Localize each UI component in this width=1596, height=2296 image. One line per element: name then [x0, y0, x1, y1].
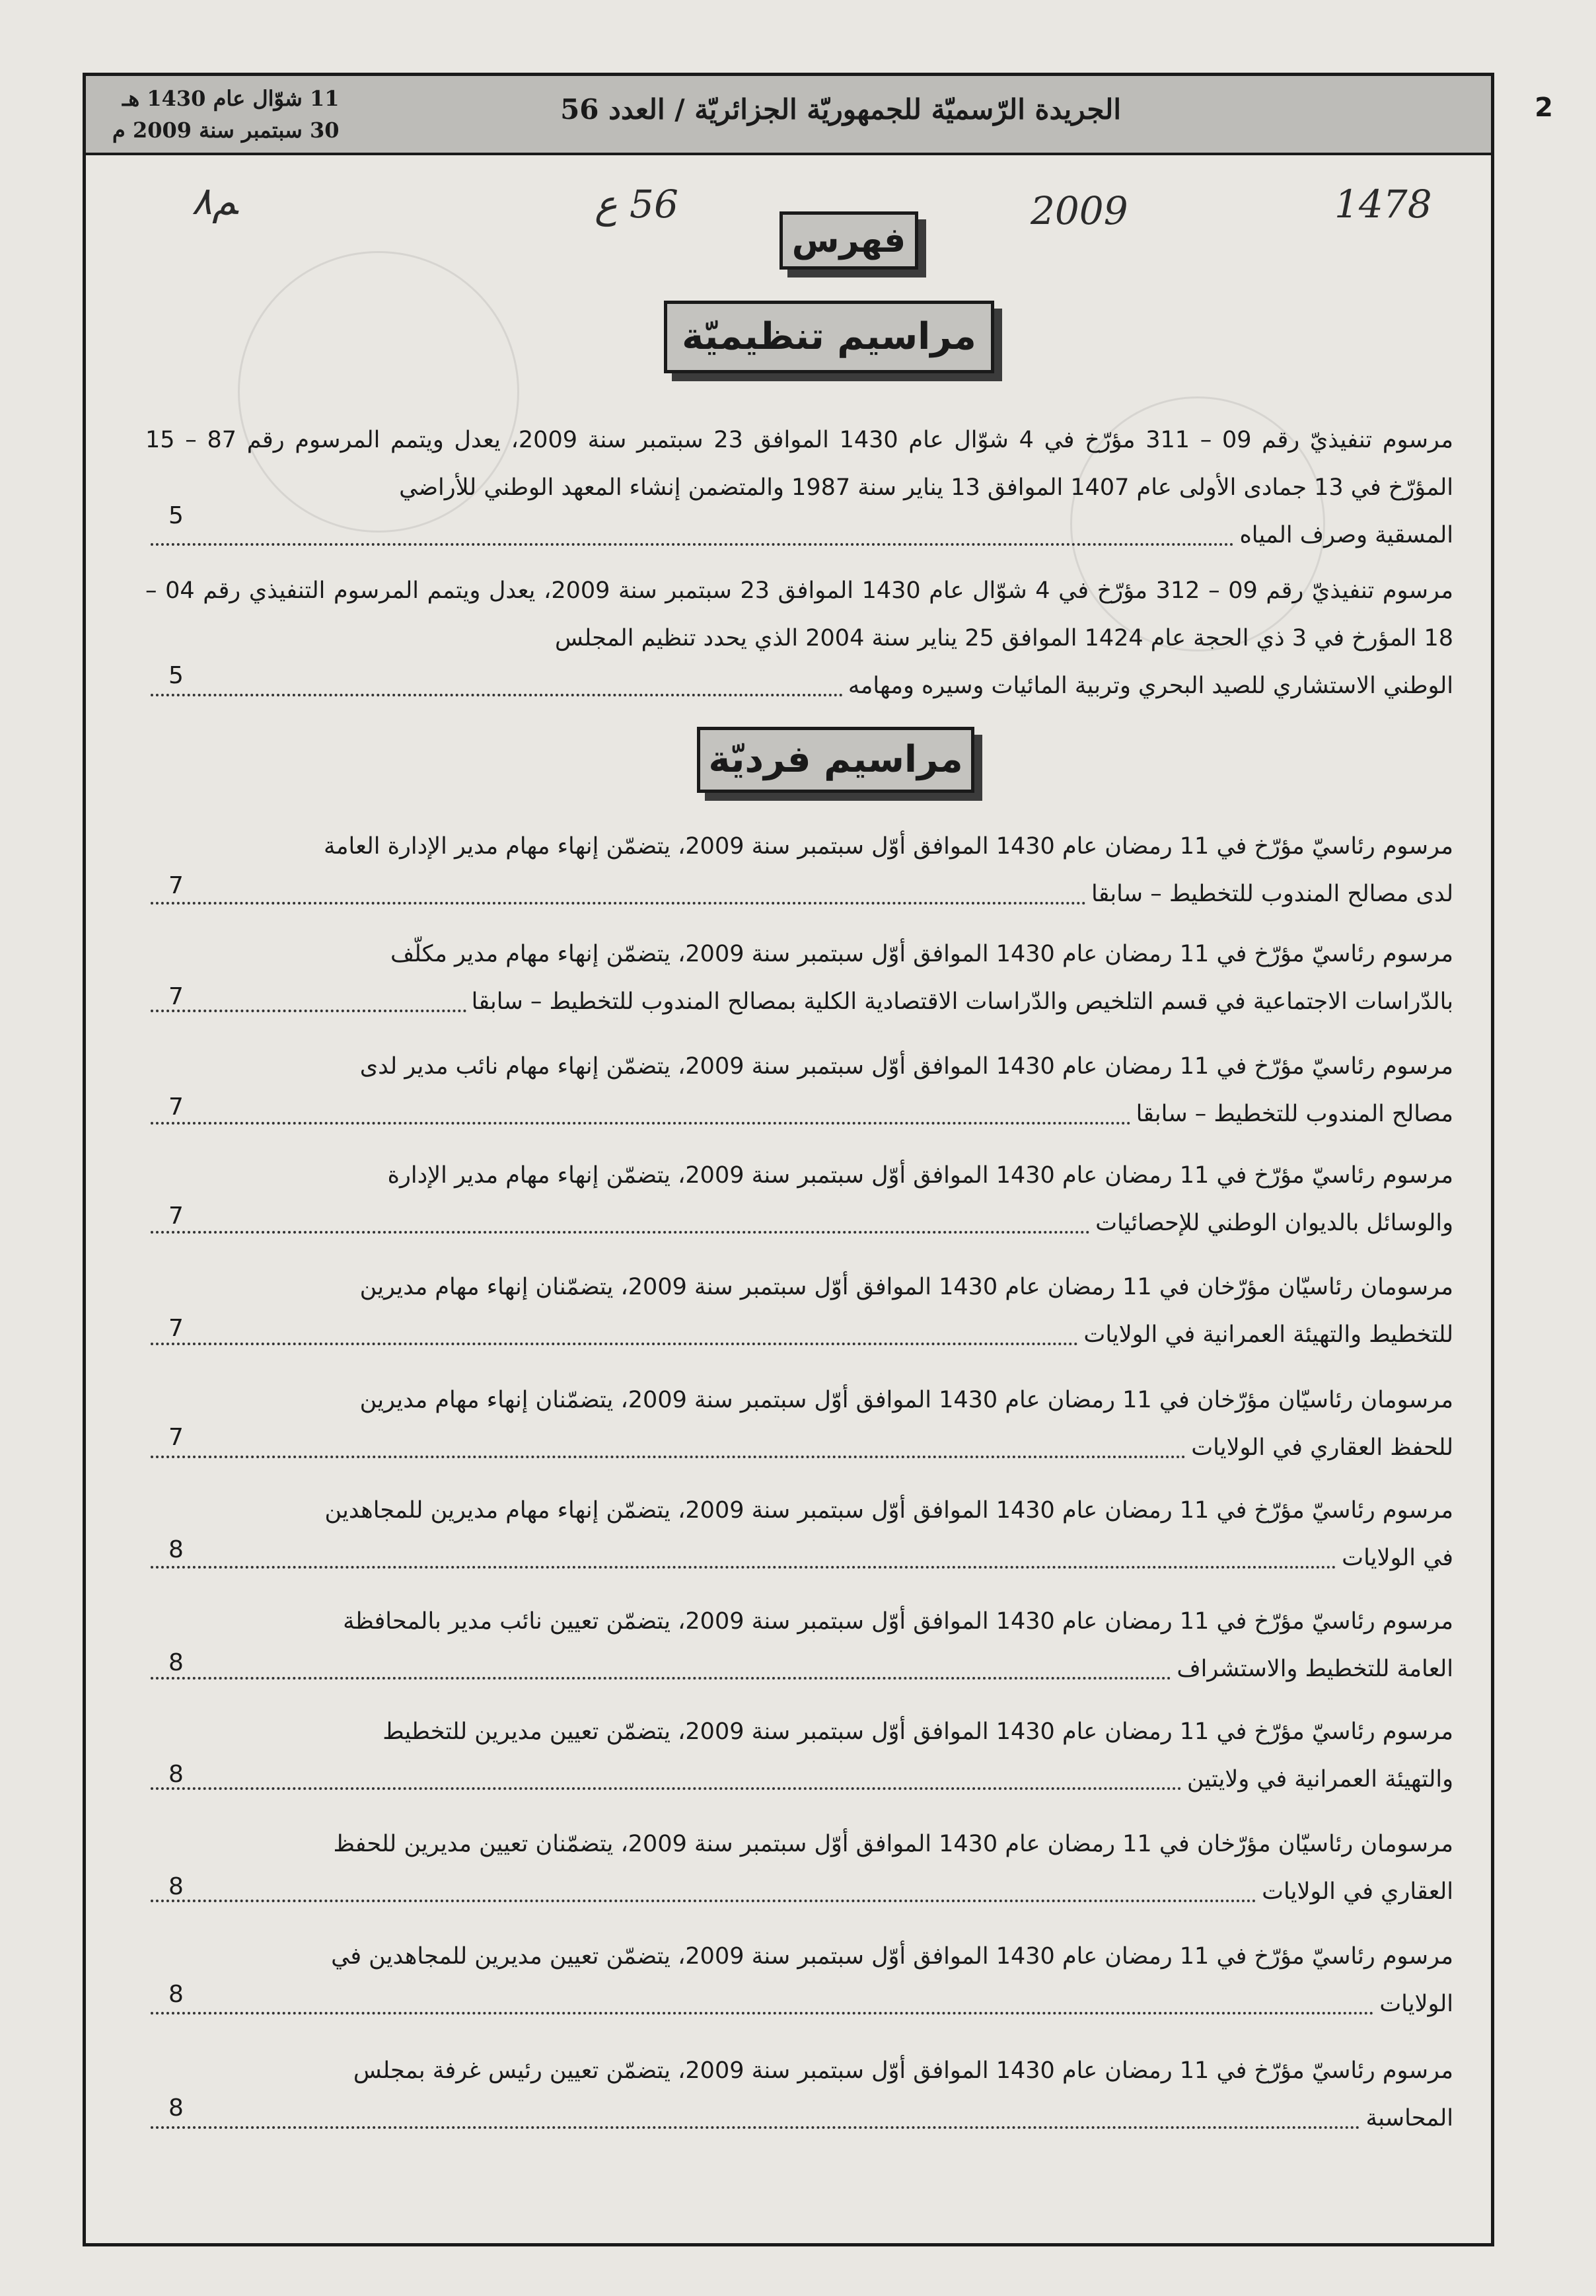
toc-entry[interactable] [145, 823, 1453, 918]
entry-tail: العقاري في الولايات [1262, 1878, 1453, 1905]
entry-page-number: 7 [168, 872, 184, 899]
leader-dots [151, 1009, 466, 1012]
toc-entry[interactable] [145, 1376, 1453, 1471]
regulatory-title-box [664, 301, 994, 373]
toc-entry[interactable] [145, 1263, 1453, 1358]
handwritten-issue: 56 ع [595, 182, 678, 227]
entry-tail: بالدّراسات الاجتماعية في قسم التلخيص والدّراسات الاقتصادية الكلية بمصالح المندوب للتخطيط – سابقا [471, 988, 1453, 1015]
toc-entry[interactable] [145, 1152, 1453, 1247]
entry-text: مرسوم رئاسيّ مؤرّخ في 11 رمضان عام 1430 الموافق أوّل سبتمبر سنة 2009، يتضمّن تعيين نائب مدير بالمحافظة [343, 1608, 1453, 1635]
leader-dots [151, 1230, 1090, 1234]
toc-entry[interactable] [145, 2047, 1453, 2142]
leader-dots [151, 542, 1234, 546]
entry-tail: مصالح المندوب للتخطيط – سابقا [1136, 1101, 1453, 1127]
entry-text: مرسوم رئاسيّ مؤرّخ في 11 رمضان عام 1430 الموافق أوّل سبتمبر سنة 2009، يتضمّن إنهاء مهام مدير الإدارة [387, 1162, 1453, 1189]
entry-text: مرسوم رئاسيّ مؤرّخ في 11 رمضان عام 1430 الموافق أوّل سبتمبر سنة 2009، يتضمّن تعيين مديرين للتخطيط [382, 1719, 1453, 1745]
entry-page-number: 8 [168, 1873, 184, 1900]
entry-page-number: 7 [168, 1093, 184, 1121]
index-title-box [780, 211, 918, 270]
journal-title: الجريدة الرّسميّة للجمهوريّة الجزائريّة / العدد 56 [560, 93, 1121, 126]
leader-dots [151, 2011, 1374, 2015]
entry-text: مرسوم رئاسيّ مؤرّخ في 11 رمضان عام 1430 الموافق أوّل سبتمبر سنة 2009، يتضمّن تعيين رئيس غرفة بمجلس [353, 2057, 1453, 2084]
entry-page-number: 8 [168, 1981, 184, 2008]
handwritten-left-mark: ﻢ۸ [192, 178, 238, 223]
individual-title-box [697, 727, 974, 793]
entry-text: مرسوم تنفيذيّ رقم 09 – 311 مؤرّخ في 4 شوّال عام 1430 الموافق 23 سبتمبر سنة 2009، يعدل ويتمم المرسوم رقم 87 – 15 المؤرّخ في 13 جمادى الأولى عام 1407 الموافق 13 يناير سنة 1987 والمتضمن إنشاء المعهد الوطني للأراضي [145, 427, 1453, 501]
toc-entry[interactable] [145, 1598, 1453, 1693]
leader-dots [151, 901, 1086, 905]
entry-tail: الولايات [1379, 1991, 1453, 2017]
leader-dots [151, 1787, 1182, 1790]
entry-page-number: 7 [168, 1315, 184, 1342]
toc-entry[interactable] [145, 1933, 1453, 2028]
entry-page-number: 8 [168, 1649, 184, 1676]
entry-page-number: 8 [168, 1536, 184, 1563]
entry-page-number: 7 [168, 983, 184, 1010]
header-bar [86, 76, 1491, 155]
entry-tail: والتهيئة العمرانية في ولايتين [1186, 1766, 1453, 1793]
entry-tail: المحاسبة [1365, 2105, 1453, 2131]
leader-dots [151, 1899, 1256, 1902]
handwritten-year: 2009 [1031, 188, 1128, 233]
entry-tail: الوطني الاستشاري للصيد البحري وتربية المائيات وسيره ومهامه [848, 673, 1453, 699]
leader-dots [151, 1455, 1186, 1458]
entry-page-number: 7 [168, 1203, 184, 1230]
header-date [112, 83, 340, 146]
toc-entry[interactable] [145, 930, 1453, 1025]
toc-entry[interactable] [145, 1043, 1453, 1138]
leader-dots [151, 1565, 1336, 1569]
handwritten-code: 1478 [1334, 182, 1432, 227]
individual-title: مراسيم فرديّة [708, 738, 963, 781]
entry-text: مرسوم رئاسيّ مؤرّخ في 11 رمضان عام 1430 الموافق أوّل سبتمبر سنة 2009، يتضمّن إنهاء مهام مديرين للمجاهدين [324, 1497, 1453, 1524]
entry-text: مرسومان رئاسيّان مؤرّخان في 11 رمضان عام 1430 الموافق أوّل سبتمبر سنة 2009، يتضمّنان إنهاء مهام مديرين [359, 1387, 1453, 1413]
entry-tail: لدى مصالح المندوب للتخطيط – سابقا [1091, 881, 1453, 907]
toc-entry[interactable] [145, 1820, 1453, 1915]
leader-dots [151, 1342, 1078, 1345]
regulatory-title: مراسيم تنظيميّة [682, 315, 976, 358]
page-number: 2 [1535, 93, 1553, 123]
entry-page-number: 5 [168, 502, 184, 529]
entry-tail: للتخطيط والتهيئة العمرانية في الولايات [1083, 1321, 1453, 1348]
entry-page-number: 8 [168, 2094, 184, 2122]
leader-dots [151, 1676, 1171, 1680]
entry-page-number: 7 [168, 1424, 184, 1451]
leader-dots [151, 1121, 1131, 1125]
entry-text: مرسوم تنفيذيّ رقم 09 – 312 مؤرّخ في 4 شوّال عام 1430 الموافق 23 سبتمبر سنة 2009، يعدل ويتمم المرسوم التنفيذي رقم 04 – 18 المؤرخ في 3 ذي الحجة عام 1424 الموافق 25 يناير سنة 2004 الذي يحدد تنظيم المجلس [145, 577, 1453, 651]
entry-tail: للحفظ العقاري في الولايات [1191, 1434, 1453, 1461]
entry-tail: في الولايات [1342, 1545, 1453, 1571]
entry-tail: والوسائل بالديوان الوطني للإحصائيات [1095, 1210, 1453, 1236]
gregorian-date: 30 سبتمبر سنة 2009 م [112, 118, 340, 143]
hijri-date: 11 شوّال عام 1430 هـ [122, 86, 340, 111]
toc-entry[interactable] [145, 1708, 1453, 1803]
entry-text: مرسوم رئاسيّ مؤرّخ في 11 رمضان عام 1430 الموافق أوّل سبتمبر سنة 2009، يتضمّن إنهاء مهام مدير مكلّف [390, 941, 1453, 967]
toc-entry[interactable] [145, 567, 1453, 710]
leader-dots [151, 693, 843, 696]
entry-text: مرسوم رئاسيّ مؤرّخ في 11 رمضان عام 1430 الموافق أوّل سبتمبر سنة 2009، يتضمّن إنهاء مهام مدير الإدارة العامة [324, 833, 1453, 860]
entry-page-number: 8 [168, 1761, 184, 1788]
leader-dots [151, 2126, 1360, 2129]
index-title: فهرس [791, 221, 906, 260]
entry-page-number: 5 [168, 662, 184, 689]
entry-text: مرسومان رئاسيّان مؤرّخان في 11 رمضان عام 1430 الموافق أوّل سبتمبر سنة 2009، يتضمّنان تعيين مديرين للحفظ [333, 1831, 1453, 1857]
entry-tail: المسقية وصرف المياه [1239, 522, 1453, 548]
entry-text: مرسوم رئاسيّ مؤرّخ في 11 رمضان عام 1430 الموافق أوّل سبتمبر سنة 2009، يتضمّن تعيين مديرين للمجاهدين في [331, 1943, 1453, 1970]
toc-entry[interactable] [145, 1487, 1453, 1582]
entry-text: مرسوم رئاسيّ مؤرّخ في 11 رمضان عام 1430 الموافق أوّل سبتمبر سنة 2009، يتضمّن إنهاء مهام نائب مدير لدى [359, 1053, 1453, 1080]
toc-entry[interactable] [145, 416, 1453, 559]
entry-tail: العامة للتخطيط والاستشراف [1177, 1656, 1453, 1682]
entry-text: مرسومان رئاسيّان مؤرّخان في 11 رمضان عام 1430 الموافق أوّل سبتمبر سنة 2009، يتضمّنان إنهاء مهام مديرين [359, 1274, 1453, 1300]
